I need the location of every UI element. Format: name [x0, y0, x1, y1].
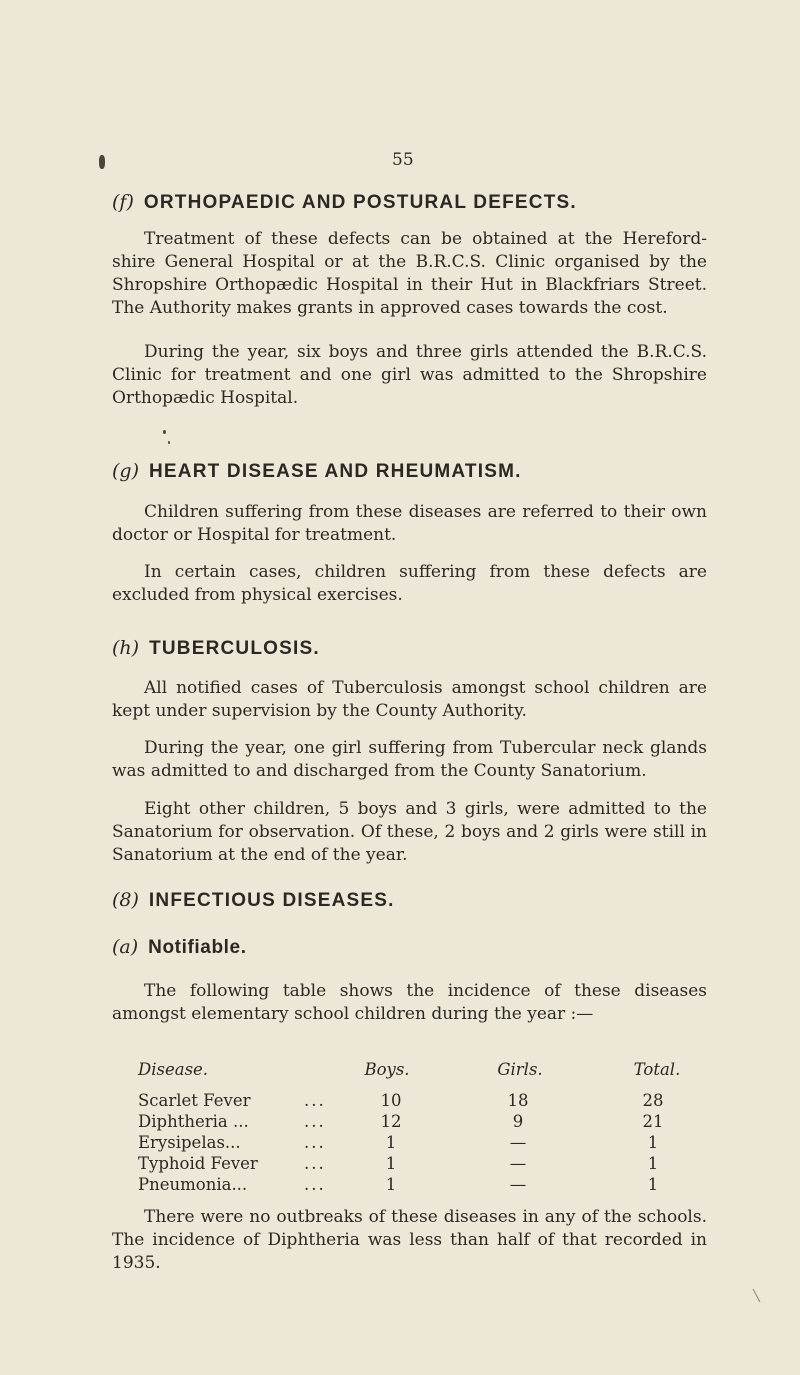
- table-row: [138, 1175, 698, 1196]
- margin-mark: [752, 1288, 762, 1304]
- boys-cell: 1: [385, 1133, 397, 1152]
- paragraph: During the year, six boys and three girls attended the B.R.C.S. Clinic for treatment and one girl was admitted to the Shropshire Orthopædic Hospital.: [112, 342, 707, 408]
- table-header-row: [138, 1060, 698, 1091]
- leader-dots: ...: [304, 1091, 326, 1110]
- girls-cell: —: [509, 1133, 527, 1152]
- heading-title: HEART DISEASE AND RHEUMATISM.: [149, 461, 522, 482]
- heading-marker: (g): [112, 460, 139, 482]
- leader-dots: ...: [304, 1175, 326, 1194]
- column-header-boys: Boys.: [364, 1060, 410, 1079]
- heading-marker: (h): [112, 637, 140, 659]
- leader-dots: ...: [304, 1133, 326, 1152]
- heading-orthopaedic: [112, 191, 577, 214]
- heading-tuberculosis: [112, 637, 320, 660]
- ink-speck: [168, 441, 170, 444]
- total-cell: 1: [647, 1154, 659, 1173]
- total-cell: 28: [642, 1091, 664, 1110]
- paragraph: Children suffering from these diseases are referred to their own doctor or Hospital for treatment.: [112, 502, 707, 545]
- heading-title: Notifiable.: [148, 937, 247, 958]
- column-header-disease: Disease.: [138, 1060, 209, 1079]
- total-cell: 1: [647, 1133, 659, 1152]
- boys-cell: 1: [385, 1175, 397, 1194]
- disease-cell: Erysipelas...: [138, 1133, 241, 1152]
- heading-infectious-diseases: [112, 889, 395, 912]
- heading-title: ORTHOPAEDIC AND POSTURAL DEFECTS.: [143, 192, 577, 213]
- table-row: [138, 1133, 698, 1154]
- table-row: [138, 1112, 698, 1133]
- table-row: [138, 1091, 698, 1112]
- disease-incidence-table: [138, 1060, 698, 1196]
- boys-cell: 12: [380, 1112, 402, 1131]
- total-cell: 1: [647, 1175, 659, 1194]
- paragraph: In certain cases, children suffering from these defects are excluded from physical exercises.: [112, 562, 707, 605]
- paragraph: All notified cases of Tuberculosis amongst school children are kept under supervision by the County Authority.: [112, 678, 707, 721]
- disease-cell: Diphtheria ...: [138, 1112, 249, 1131]
- girls-cell: 18: [507, 1091, 529, 1110]
- disease-cell: Scarlet Fever: [138, 1091, 251, 1110]
- girls-cell: —: [509, 1154, 527, 1173]
- heading-title: INFECTIOUS DISEASES.: [148, 890, 395, 911]
- girls-cell: —: [509, 1175, 527, 1194]
- subheading-notifiable: [112, 936, 247, 959]
- boys-cell: 10: [380, 1091, 402, 1110]
- column-header-total: Total.: [633, 1060, 681, 1079]
- total-cell: 21: [642, 1112, 664, 1131]
- paragraph: Eight other children, 5 boys and 3 girls, were admitted to the Sanatorium for observation. Of these, 2 boys and 2 girls were still in Sanatorium at the end of the year.: [112, 799, 707, 865]
- leader-dots: ...: [304, 1112, 326, 1131]
- ink-speck: [163, 430, 166, 434]
- table-row: [138, 1154, 698, 1175]
- disease-cell: Typhoid Fever: [138, 1154, 258, 1173]
- disease-cell: Pneumonia...: [138, 1175, 248, 1194]
- heading-title: TUBERCULOSIS.: [149, 638, 320, 659]
- paragraph: There were no outbreaks of these diseases in any of the schools. The incidence of Diphtheria was less than half of that recorded in 1935.: [112, 1207, 707, 1273]
- paragraph: The following table shows the incidence of these diseases amongst elementary school children during the year :—: [112, 981, 707, 1024]
- heading-marker: (a): [112, 936, 139, 958]
- girls-cell: 9: [512, 1112, 524, 1131]
- ink-speck: [99, 155, 105, 169]
- heading-marker: (f): [112, 191, 134, 213]
- leader-dots: ...: [304, 1154, 326, 1173]
- heading-heart-disease: [112, 460, 522, 483]
- page-number: 55: [392, 150, 414, 170]
- column-header-girls: Girls.: [497, 1060, 543, 1079]
- paragraph: Treatment of these defects can be obtained at the Hereford- shire General Hospital or at the B.R.C.S. Clinic organised by the Shropshire Orthopædic Hospital in their Hut in Blackfriars Street. The Authority makes grants in approved cases towards the cost.: [112, 229, 707, 318]
- paragraph: During the year, one girl suffering from Tubercular neck glands was admitted to and discharged from the County Sanatorium.: [112, 738, 707, 781]
- heading-marker: (8): [112, 889, 139, 911]
- boys-cell: 1: [385, 1154, 397, 1173]
